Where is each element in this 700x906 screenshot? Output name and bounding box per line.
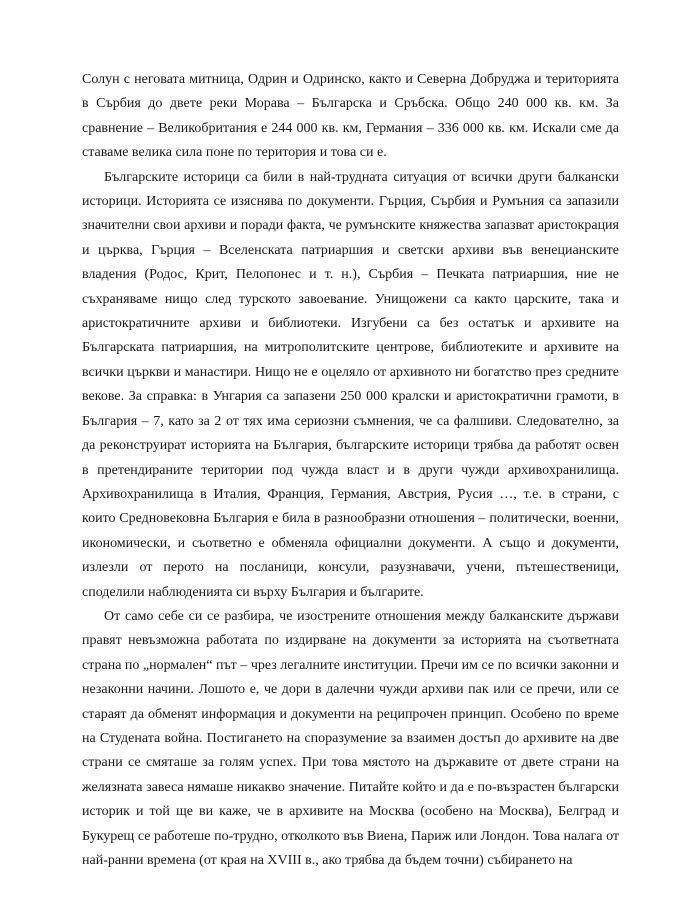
body-text (82, 68, 619, 873)
paragraph-3: От само себе си се разбира, че изострените отношения между балканските държави правят невъзможна работата по издирване на документи за историята на съответната страна по „нормален“ път – чрез легалните институции. Пречи им се по всички законни и незаконни начини. Лошото е, че дори в далечни чужди архиви пак или се пречи, или се стараят да обменят информация и документи на реципрочен принцип. Особено по време на Студената война. Постигането на споразумение за взаимен достъп до архивите на две страни се смяташе за голям успех. При това мястото на държавите от двете страни на желязната завеса нямаше никакво значение. Питайте който и да е по-възрастен български историк и той ще ви каже, че в архивите на Москва (особено на Москва), Белград и Букурещ се работеше по-трудно, отколкото във Виена, Париж или Лондон. Това налага от най-ранни времена (от края на XVIII в., ако трябва да бъдем точни) събирането на (82, 608, 619, 868)
paragraph-1: Солун с неговата митница, Одрин и Одринско, както и Северна Добруджа и територията в Сърбия до двете реки Морава – Българска и Сръбска. Общо 240 000 кв. км. За сравнение – Великобритания е 244 000 кв. км, Германия – 336 000 кв. км. Искали сме да ставаме велика сила поне по територия и това си е. (82, 72, 619, 161)
paragraph-2: Българските историци са били в най-трудната ситуация от всички други балкански историци. Историята се изяснява по документи. Гърция, Сърбия и Румъния са запазили значителни свои архиви и поради факта, че румънските княжества запазват аристокрация и църква, Гърция – Вселенската патриаршия и светски архиви във венецианските владения (Родос, Крит, Пелопонес и т. н.), Сърбия – Печката патриаршия, ние не съхраняваме нищо след турското завоевание. Унищожени са както царските, така и аристократичните архиви и библиотеки. Изгубени са без остатък и архивите на Българската патриаршия, на митрополитските центрове, библиотеките и архивите на всички църкви и манастири. Нищо не е оцеляло от архивното ни богатство през средните векове. За справка: в Унгария са запазени 250 000 кралски и аристократични грамоти, в България – 7, като за 2 от тях има сериозни съмнения, че са фалшиви. Следователно, за да реконструират историята на България, българските историци трябва да работят освен в претендираните територии под чужда власт и в други чужди архивохранилища. Архивохранилища в Италия, Франция, Германия, Австрия, Русия …, т.е. в страни, с които Средновековна България е била в разнообразни отношения – политически, военни, икономически, и съответно е обменяла официални документи. А също и документи, излезли от перото на посланици, консули, разузнавачи, учени, пътешественици, споделили наблюденията си върху България и българите. (82, 169, 619, 600)
